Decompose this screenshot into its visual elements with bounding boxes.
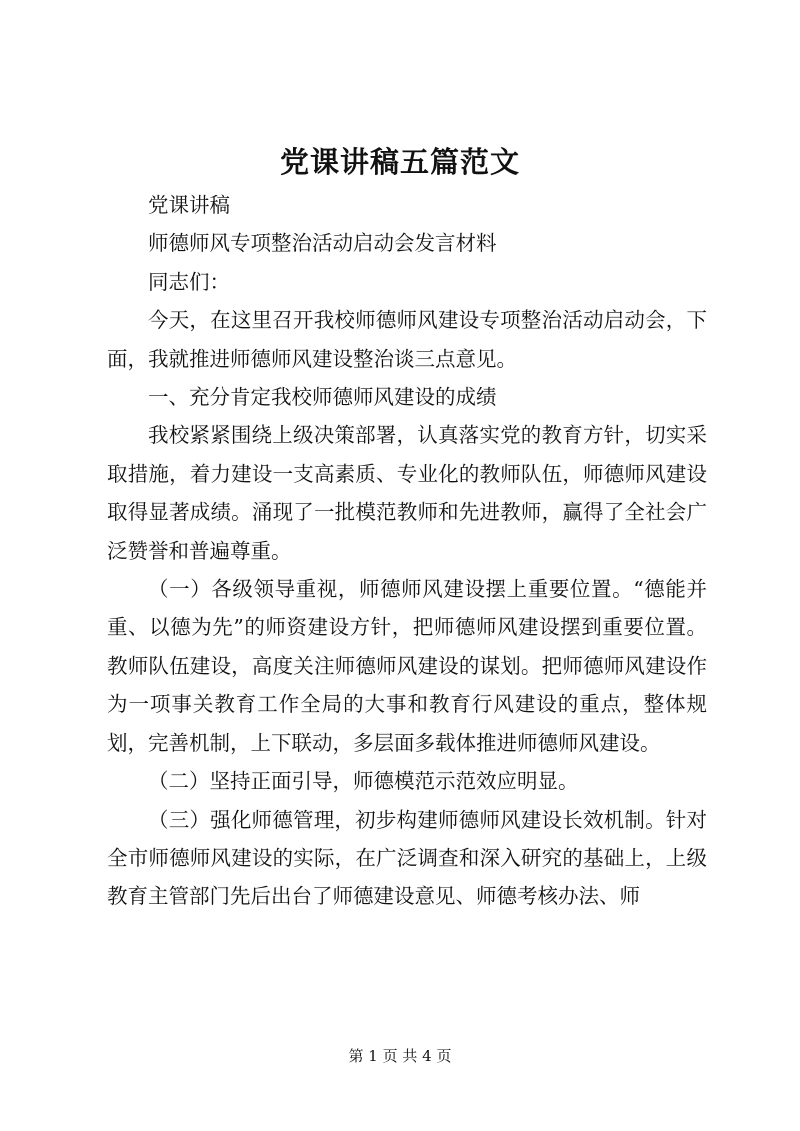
paragraph-subtitle: 师德师风专项整治活动启动会发言材料: [148, 231, 497, 256]
paragraph-achievements: 我校紧紧围绕上级决策部署，认真落实党的教育方针，切实采取措施，着力建设一支高素质、专业化的教师队伍，师德师风建设取得显著成绩。涌现了一批模范教师和先进教师，赢得了全社会广泛赞誉和普遍尊重。: [107, 423, 707, 563]
paragraph-point-2: （二）坚持正面引导，师德模范示范效应明显。: [148, 769, 579, 794]
document-title: 党课讲稿五篇范文: [279, 145, 520, 179]
paragraph-point-3: （三）强化师德管理，初步构建师德师风建设长效机制。针对全市师德师风建设的实际，在广泛调查和深入研究的基础上，上级教育主管部门先后出台了师德建设意见、师德考核办法、师: [107, 807, 707, 909]
paragraph-salutation: 同志们：: [148, 269, 230, 294]
paragraph-heading-label: 党课讲稿: [148, 193, 230, 217]
paragraph-point-1: （一）各级领导重视，师德师风建设摆上重要位置。“德能并重、以德为先”的师资建设方针，把师德师风建设摆到重要位置。教师队伍建设，高度关注师德师风建设的谋划。把师德师风建设作为一项事关教育工作全局的大事和教育行风建设的重点，整体规划，完善机制，上下联动，多层面多载体推进师德师风建设。: [107, 577, 707, 755]
page-number-footer: 第 1 页 共 4 页: [348, 1047, 452, 1065]
paragraph-intro: 今天，在这里召开我校师德师风建设专项整治活动启动会，下面，我就推进师德师风建设整治谈三点意见。: [107, 308, 707, 371]
section-heading-1: 一、充分肯定我校师德师风建设的成绩: [148, 385, 497, 410]
document-body: [107, 186, 707, 916]
